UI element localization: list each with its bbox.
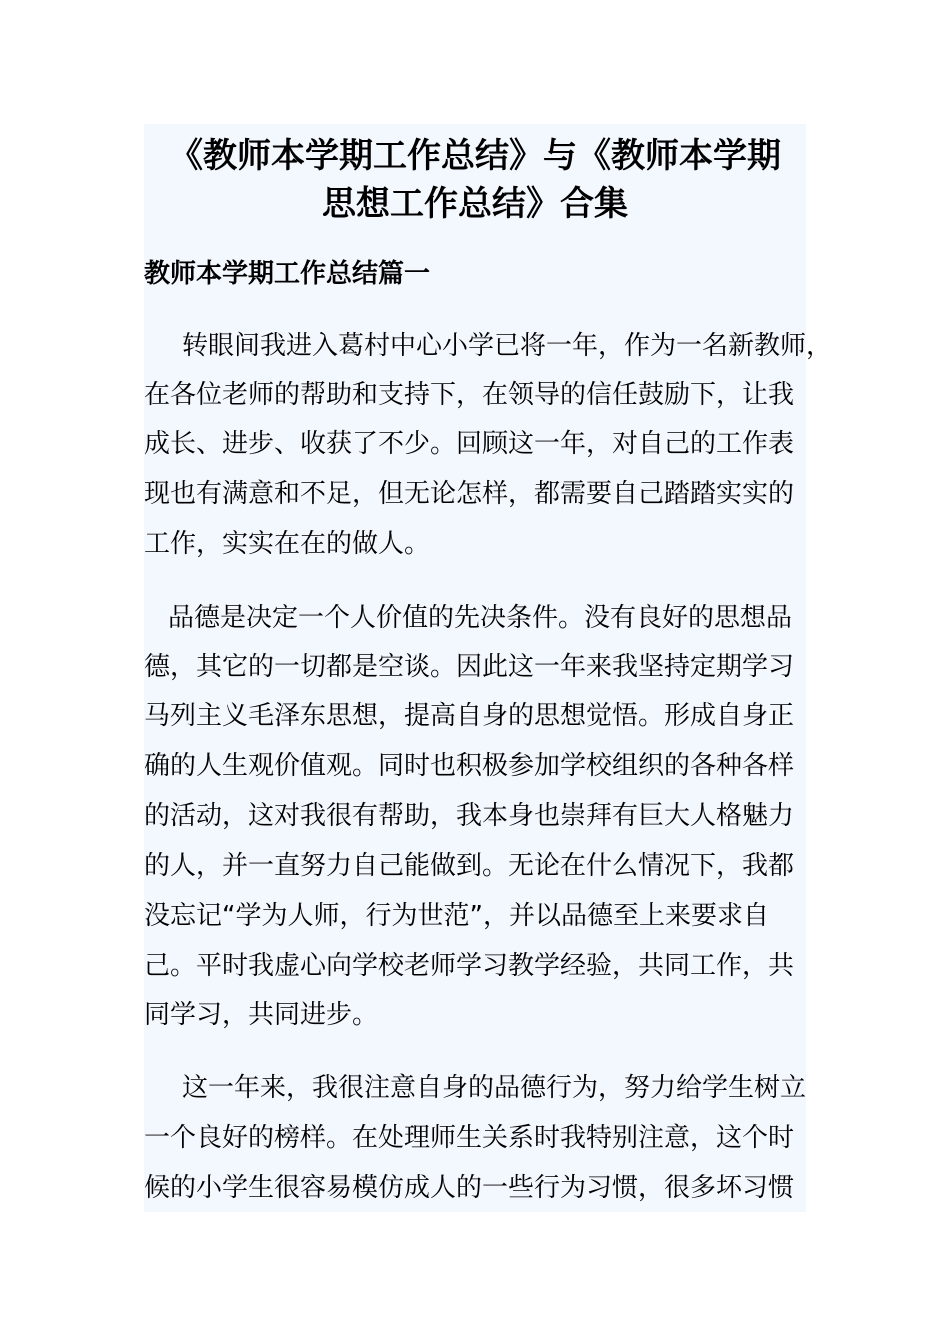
paragraph-2-line-4: 确的人生观价值观。同时也积极参加学校组织的各种各样: [144, 751, 795, 781]
paragraph-2-line-5: 的活动，这对我很有帮助，我本身也崇拜有巨大人格魅力: [144, 801, 795, 831]
document-title-line-2: 思想工作总结》合集: [322, 184, 628, 224]
section-heading: 教师本学期工作总结篇一: [144, 259, 431, 289]
paragraph-3-line-1: 这一年来，我很注意自身的品德行为，努力给学生树立: [182, 1073, 807, 1103]
paragraph-3-line-2: 一个良好的榜样。在处理师生关系时我特别注意，这个时: [144, 1123, 795, 1153]
paragraph-2-line-9: 同学习，共同进步。: [144, 1000, 379, 1030]
paragraph-3-line-3: 候的小学生很容易模仿成人的一些行为习惯，很多坏习惯: [144, 1173, 795, 1203]
paragraph-1-line-2: 在各位老师的帮助和支持下，在领导的信任鼓励下，让我: [144, 380, 795, 410]
paragraph-1-line-1: 转眼间我进入葛村中心小学已将一年，作为一名新教师，: [182, 331, 833, 361]
paragraph-1-line-4: 现也有满意和不足，但无论怎样，都需要自己踏踏实实的: [144, 479, 795, 509]
paragraph-2-line-8: 己。平时我虚心向学校老师学习教学经验，共同工作，共: [144, 951, 795, 981]
paragraph-2-line-1: 品德是决定一个人价值的先决条件。没有良好的思想品: [168, 603, 793, 633]
document-title-line-1: 《教师本学期工作总结》与《教师本学期: [169, 136, 781, 176]
paragraph-1-line-5: 工作，实实在在的做人。: [144, 529, 431, 559]
paragraph-2-line-6: 的人，并一直努力自己能做到。无论在什么情况下，我都: [144, 851, 795, 881]
paragraph-2-line-3: 马列主义毛泽东思想，提高自身的思想觉悟。形成自身正: [144, 701, 795, 731]
paragraph-2-line-7: 没忘记“学为人师，行为世范”，并以品德至上来要求自: [144, 901, 769, 931]
document-page: [144, 124, 833, 1212]
paragraph-2-line-2: 德，其它的一切都是空谈。因此这一年来我坚持定期学习: [144, 652, 795, 682]
paragraph-1-line-3: 成长、进步、收获了不少。回顾这一年，对自己的工作表: [144, 429, 795, 459]
